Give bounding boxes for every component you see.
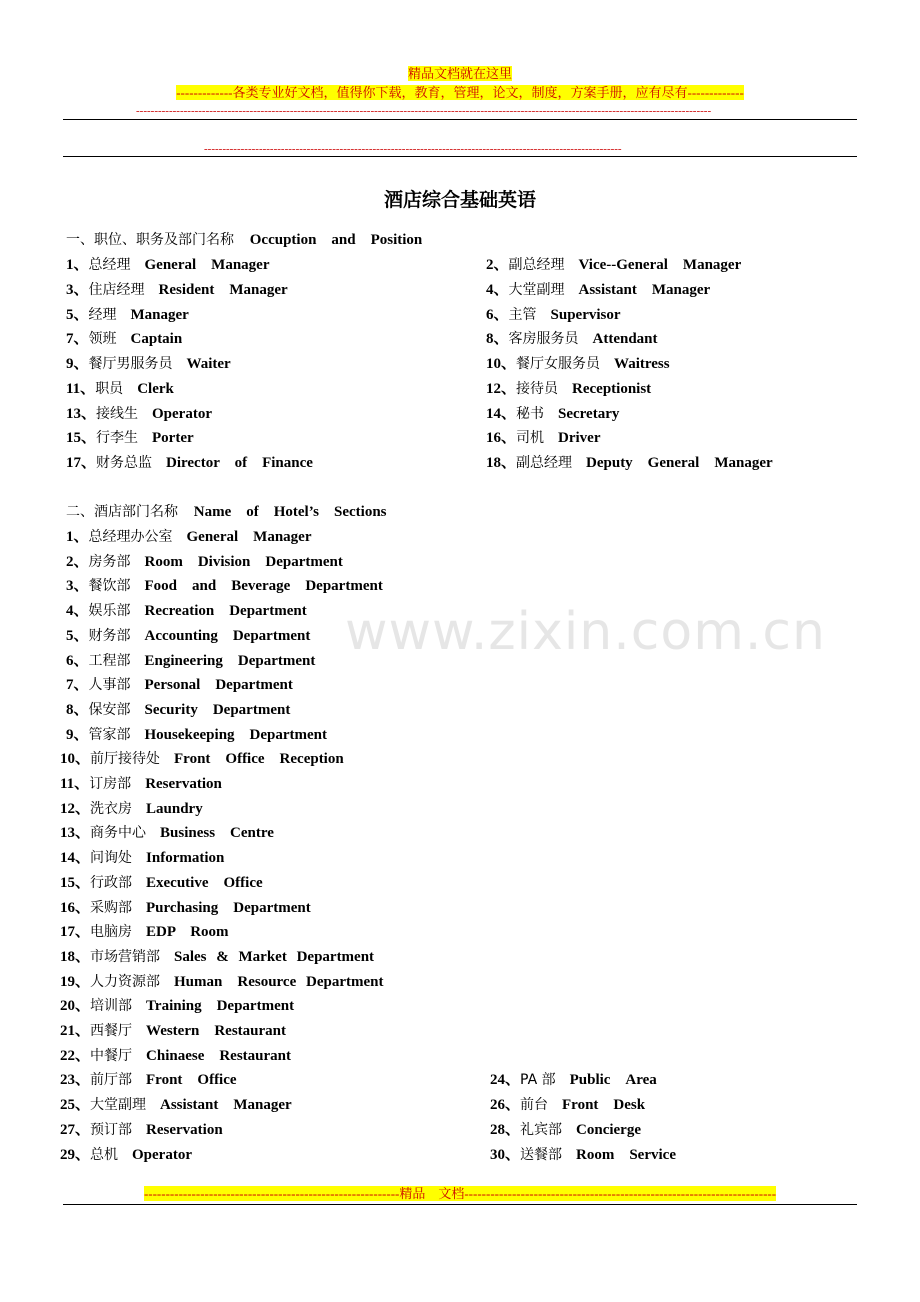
item-english-term: EDP Room	[146, 924, 229, 941]
item-number: 5、	[66, 627, 89, 644]
item-chinese-term: 保安部	[88, 701, 131, 718]
list-item	[66, 576, 383, 596]
item-number: 13、	[60, 825, 91, 842]
list-item	[490, 1095, 645, 1115]
item-chinese-term: 财务总监	[96, 455, 153, 471]
item-english-term: Resident Manager	[158, 281, 288, 298]
item-chinese-term: 行李生	[96, 430, 139, 447]
list-item	[490, 1145, 676, 1165]
item-chinese-term: 接线生	[96, 405, 139, 422]
item-chinese-term: 秘书	[516, 405, 545, 422]
item-chinese-term: 培训部	[90, 998, 133, 1015]
item-english-term: Front Desk	[562, 1097, 646, 1114]
item-number: 5、	[66, 306, 89, 323]
item-number: 12、	[60, 800, 91, 817]
list-item	[66, 651, 315, 671]
item-english-term: Attendant	[592, 331, 658, 348]
item-number: 8、	[486, 331, 509, 348]
item-english-term: Reservation	[145, 776, 222, 792]
item-chinese-term: 总机	[90, 1146, 119, 1163]
promo-header-title: 精品文档就在这里	[407, 66, 512, 81]
list-item	[486, 453, 773, 473]
item-chinese-term: 商务中心	[90, 825, 147, 842]
item-english-term: Receptionist	[572, 380, 652, 397]
item-chinese-term: 客房服务员	[508, 331, 579, 348]
item-number: 15、	[60, 874, 91, 891]
item-chinese-term: 前台	[520, 1097, 549, 1114]
item-number: 18、	[486, 455, 517, 471]
list-item	[66, 354, 231, 374]
item-number: 6、	[66, 652, 89, 669]
item-english-term: Recreation Department	[144, 603, 307, 620]
section1-heading	[66, 230, 422, 250]
header-dash-line-2: ------------------------------------------------------------------------------------------------------------------	[204, 143, 622, 155]
item-chinese-term: 问询处	[90, 850, 133, 867]
list-item	[60, 1120, 223, 1140]
item-english-term: Housekeeping Department	[144, 726, 328, 743]
item-chinese-term: 西餐厅	[90, 1023, 133, 1039]
item-chinese-term: 经理	[88, 306, 117, 323]
item-english-term: Concierge	[576, 1121, 641, 1138]
item-chinese-term: 餐厅女服务员	[516, 356, 601, 372]
list-item	[66, 280, 288, 300]
item-english-term: Business Centre	[160, 825, 274, 842]
item-number: 10、	[486, 356, 517, 372]
promo-footer-banner: -----------------------------------------------------------精品 文档------------------------------------------------------------------------	[143, 1186, 777, 1201]
item-english-term: Porter	[152, 430, 194, 447]
item-english-term: Room Division Department	[144, 553, 343, 570]
list-item	[66, 329, 182, 349]
item-english-term: Human Resource Department	[174, 973, 384, 990]
list-item	[486, 255, 741, 275]
item-chinese-term: 送餐部	[520, 1146, 563, 1163]
item-english-term: Secretary	[558, 405, 620, 422]
item-number: 14、	[486, 405, 517, 422]
item-english-term: Personal Department	[144, 677, 293, 694]
item-number: 7、	[66, 677, 89, 694]
section2-heading-en: Name of Hotel’s Sections	[193, 504, 387, 520]
item-number: 1、	[66, 257, 89, 273]
list-item	[60, 972, 383, 992]
item-chinese-term: 市场营销部	[90, 948, 161, 965]
item-english-term: Laundry	[146, 800, 203, 817]
item-number: 25、	[60, 1097, 91, 1114]
item-number: 3、	[66, 578, 89, 595]
item-number: 8、	[66, 701, 89, 718]
list-item	[60, 898, 311, 918]
item-number: 27、	[60, 1121, 91, 1138]
item-number: 26、	[490, 1097, 521, 1114]
item-chinese-term: 主管	[508, 306, 537, 323]
item-english-term: Western Restaurant	[146, 1023, 286, 1039]
item-number: 29、	[60, 1146, 91, 1163]
list-item	[486, 305, 621, 325]
list-item	[60, 823, 274, 843]
item-number: 13、	[66, 405, 97, 422]
item-number: 1、	[66, 529, 89, 545]
item-english-term: Operator	[132, 1146, 192, 1163]
list-item	[60, 1095, 292, 1115]
item-english-term: General Manager	[144, 257, 270, 273]
list-item	[486, 354, 670, 374]
item-number: 16、	[486, 430, 517, 447]
list-item	[66, 552, 343, 572]
item-number: 16、	[60, 899, 91, 916]
item-english-term: Front Office Reception	[174, 751, 344, 768]
item-english-term: Food and Beverage Department	[144, 578, 383, 595]
item-number: 23、	[60, 1072, 91, 1089]
item-chinese-term: 财务部	[88, 627, 131, 644]
item-english-term: Captain	[130, 331, 183, 348]
list-item	[60, 1021, 286, 1041]
item-chinese-term: 管家部	[88, 726, 131, 743]
item-number: 11、	[60, 776, 90, 792]
item-english-term: Sales & Market Department	[174, 948, 375, 965]
item-english-term: Executive Office	[146, 874, 263, 891]
list-item	[66, 675, 293, 695]
item-english-term: Deputy General Manager	[586, 455, 773, 471]
item-chinese-term: 职员	[95, 380, 124, 397]
list-item	[60, 922, 229, 942]
item-english-term: Operator	[152, 405, 212, 422]
item-english-term: Information	[146, 850, 225, 867]
list-item	[60, 848, 224, 868]
list-item	[60, 799, 203, 819]
item-number: 6、	[486, 306, 509, 323]
item-number: 12、	[486, 380, 517, 397]
item-chinese-term: 礼宾部	[520, 1121, 563, 1138]
list-item	[486, 379, 651, 399]
section2-heading	[66, 502, 387, 522]
item-chinese-term: 司机	[516, 430, 545, 447]
item-english-term: Assistant Manager	[578, 281, 711, 298]
item-english-term: General Manager	[186, 529, 312, 545]
item-chinese-term: 人事部	[88, 677, 131, 694]
item-number: 4、	[486, 281, 509, 298]
item-chinese-term: 总经理办公室	[88, 529, 173, 545]
item-number: 9、	[66, 356, 89, 372]
item-chinese-term: 订房部	[89, 776, 132, 792]
list-item	[490, 1120, 641, 1140]
item-number: 17、	[60, 924, 91, 941]
item-number: 28、	[490, 1121, 521, 1138]
item-english-term: Chinaese Restaurant	[146, 1047, 292, 1064]
header-rule-bottom	[63, 156, 857, 157]
item-number: 2、	[486, 257, 509, 273]
item-english-term: Waiter	[186, 356, 231, 372]
promo-header-banner: -------------各类专业好文档，值得你下载，教育，管理，论文，制度，方案手册，应有尽有-------------	[176, 85, 744, 100]
list-item	[60, 1046, 291, 1066]
item-number: 2、	[66, 553, 89, 570]
item-english-term: Clerk	[137, 380, 174, 397]
item-number: 10、	[60, 751, 91, 768]
item-chinese-term: 房务部	[88, 553, 131, 570]
item-number: 22、	[60, 1047, 91, 1064]
item-chinese-term: 副总经理	[508, 257, 565, 273]
item-english-term: Director of Finance	[166, 455, 313, 471]
item-chinese-term: 大堂副理	[90, 1097, 147, 1114]
item-number: 11、	[66, 380, 96, 397]
header-rule-top	[63, 119, 857, 120]
footer-rule	[63, 1204, 857, 1205]
document-title: 酒店综合基础英语	[383, 190, 536, 211]
item-chinese-term: 副总经理	[516, 455, 573, 471]
list-item	[66, 601, 307, 621]
item-chinese-term: 预订部	[90, 1121, 133, 1138]
list-item	[486, 404, 619, 424]
list-item	[66, 725, 327, 745]
list-item	[60, 749, 344, 769]
item-english-term: Supervisor	[550, 306, 621, 323]
item-chinese-term: PA 部	[520, 1072, 556, 1089]
list-item	[66, 404, 212, 424]
item-chinese-term: 大堂副理	[508, 281, 565, 298]
item-number: 20、	[60, 998, 91, 1015]
item-chinese-term: 人力资源部	[90, 973, 161, 990]
item-number: 18、	[60, 948, 91, 965]
item-english-term: Security Department	[144, 701, 291, 718]
list-item	[486, 329, 658, 349]
item-chinese-term: 采购部	[90, 899, 133, 916]
item-chinese-term: 餐饮部	[88, 578, 131, 595]
item-chinese-term: 电脑房	[90, 924, 133, 941]
list-item	[66, 305, 189, 325]
item-chinese-term: 前厅接待处	[90, 751, 161, 768]
list-item	[60, 1070, 237, 1090]
item-number: 14、	[60, 850, 91, 867]
list-item	[66, 379, 174, 399]
item-english-term: Assistant Manager	[160, 1097, 292, 1114]
section2-heading-zh: 二、酒店部门名称	[66, 504, 178, 520]
list-item	[66, 626, 310, 646]
item-chinese-term: 住店经理	[88, 281, 145, 298]
item-number: 19、	[60, 973, 91, 990]
item-english-term: Driver	[558, 430, 601, 447]
list-item	[486, 428, 601, 448]
list-item	[66, 700, 290, 720]
item-english-term: Accounting Department	[144, 627, 311, 644]
item-chinese-term: 娱乐部	[88, 603, 131, 620]
item-chinese-term: 洗衣房	[90, 800, 133, 817]
item-chinese-term: 餐厅男服务员	[88, 356, 173, 372]
item-english-term: Waitress	[614, 356, 670, 372]
item-english-term: Reservation	[146, 1121, 223, 1138]
section1-heading-en: Occuption and Position	[249, 232, 423, 248]
item-english-term: Purchasing Department	[146, 899, 311, 916]
item-number: 24、	[490, 1072, 521, 1089]
item-number: 15、	[66, 430, 97, 447]
item-chinese-term: 中餐厅	[90, 1047, 133, 1064]
item-english-term: Vice--General Manager	[578, 257, 742, 273]
section1-heading-zh: 一、职位、职务及部门名称	[66, 232, 234, 248]
item-chinese-term: 工程部	[88, 652, 131, 669]
list-item	[60, 996, 294, 1016]
item-english-term: Room Service	[576, 1146, 676, 1163]
item-english-term: Public Area	[569, 1072, 657, 1089]
item-chinese-term: 领班	[88, 331, 117, 348]
header-dash-line: -------------------------------------------------------------------------------------------------------------------------------------------------------------	[136, 105, 712, 117]
item-number: 4、	[66, 603, 89, 620]
item-number: 9、	[66, 726, 89, 743]
list-item	[60, 873, 263, 893]
item-chinese-term: 接待员	[516, 380, 559, 397]
item-chinese-term: 行政部	[90, 874, 133, 891]
item-number: 17、	[66, 455, 97, 471]
item-english-term: Front Office	[146, 1072, 237, 1089]
item-number: 30、	[490, 1146, 521, 1163]
list-item	[60, 1145, 192, 1165]
list-item	[486, 280, 710, 300]
item-english-term: Manager	[130, 306, 189, 323]
item-number: 21、	[60, 1023, 91, 1039]
watermark: www.zixin.com.cn	[345, 602, 826, 662]
list-item	[66, 428, 194, 448]
item-english-term: Engineering Department	[144, 652, 316, 669]
list-item	[66, 255, 269, 275]
item-chinese-term: 前厅部	[90, 1072, 133, 1089]
item-number: 7、	[66, 331, 89, 348]
item-number: 3、	[66, 281, 89, 298]
list-item	[66, 527, 311, 547]
list-item	[490, 1070, 657, 1090]
list-item	[60, 947, 374, 967]
item-chinese-term: 总经理	[88, 257, 131, 273]
list-item	[66, 453, 313, 473]
list-item	[60, 774, 222, 794]
item-english-term: Training Department	[146, 998, 295, 1015]
